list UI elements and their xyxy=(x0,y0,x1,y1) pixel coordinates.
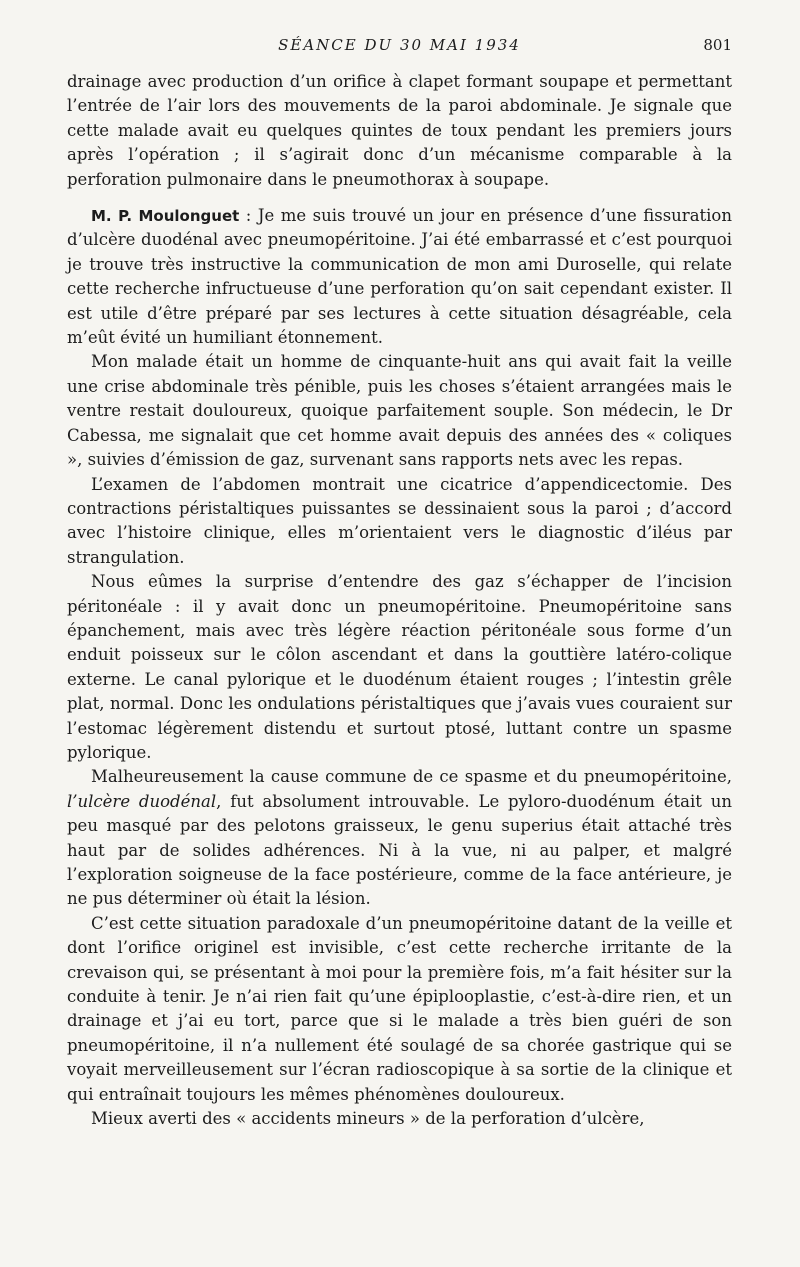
italic-term: l’ulcère duodénal xyxy=(67,791,217,811)
paragraph: drainage avec production d’un orifice à clapet formant soupape et permettant l’entrée de l’air lors des mouvements de la paroi abdominale. Je signale que cette malade avait eu quelques quintes de toux pendant les premiers jours après l’opération ; il s’agirait donc d’un mécanisme comparable à la perforation pulmonaire dans le pneumothorax à soupape. xyxy=(67,72,732,189)
paragraph: Mon malade était un homme de cinquante-huit ans qui avait fait la veille une crise abdominale très pénible, puis les choses s’étaient arrangées mais le ventre restait douloureux, quoique parfaitement souple. Son médecin, le Dr Cabessa, me signalait que cet homme avait depuis des années des « coliques », suivies d’émission de gaz, survenant sans rapports nets avec les repas. xyxy=(67,352,732,470)
body-text xyxy=(67,70,732,1131)
page-number: 801 xyxy=(703,36,732,54)
paragraph-moulonguet: M. P. Moulonguet : Je me suis trouvé un jour en présence d’une fissuration d’ulcère duodénal avec pneumopéritoine. J’ai été embarrassé et c’est pourquoi je trouve très instructive la communication de mon ami Duroselle, qui relate cette recherche infructueuse d’une perforation qu’on sait cependant exister. Il est utile d’être préparé par ses lectures à cette situation désagréable, cela m’eût évité un humiliant étonnement. xyxy=(67,206,732,348)
paragraph: Malheureusement la cause commune de ce spasme et du pneumopéritoine, l’ulcère duodénal, fut absolument introuvable. Le pyloro-duodénum était un peu masqué par des pelotons graisseux, le genu superius était attaché très haut par de solides adhérences. Ni à la vue, ni au palper, et malgré l’exploration soigneuse de la face postérieure, comme de la face antérieure, je ne pus déterminer où était la lésion. xyxy=(67,767,732,909)
paragraph: L’examen de l’abdomen montrait une cicatrice d’appendicectomie. Des contractions péristaltiques puissantes se dessinaient sous la paroi ; d’accord avec l’histoire clinique, elles m’orientaient vers le diagnostic d’iléus par strangulation. xyxy=(67,474,732,567)
paragraph: Nous eûmes la surprise d’entendre des gaz s’échapper de l’incision péritonéale : il y avait donc un pneumopéritoine. Pneumopéritoine sans épanchement, mais avec très légère réaction péritonéale sous forme d’un enduit poisseux sur le côlon ascendant et dans la gouttière latéro-colique externe. Le canal pylorique et le duodénum étaient rouges ; l’intestin grêle plat, normal. Donc les ondulations péristaltiques que j’avais vues couraient sur l’estomac légèrement distendu et surtout ptosé, luttant contre un spasme pylorique. xyxy=(67,572,732,762)
paragraph: Mieux averti des « accidents mineurs » de la perforation d’ulcère, xyxy=(91,1109,645,1129)
running-title: SÉANCE DU 30 MAI 1934 xyxy=(278,36,521,54)
speaker-name: M. P. Moulonguet xyxy=(91,207,240,226)
paragraph: C’est cette situation paradoxale d’un pneumopéritoine datant de la veille et dont l’orifice originel est invisible, c’est cette recherche irritante de la crevaison qui, se présentant à moi pour la première fois, m’a fait hésiter sur la conduite à tenir. Je n’ai rien fait qu’une épiplooplastie, c’est-à-dire rien, et un drainage et j’ai eu tort, parce que si le malade a très bien guéri de son pneumopéritoine, il n’a nullement été soulagé de sa chorée gastrique qui se voyait merveilleusement sur l’écran radioscopique à sa sortie de la clinique et qui entraînait toujours les mêmes phénomènes douloureux. xyxy=(67,913,732,1104)
page-header xyxy=(67,36,732,58)
